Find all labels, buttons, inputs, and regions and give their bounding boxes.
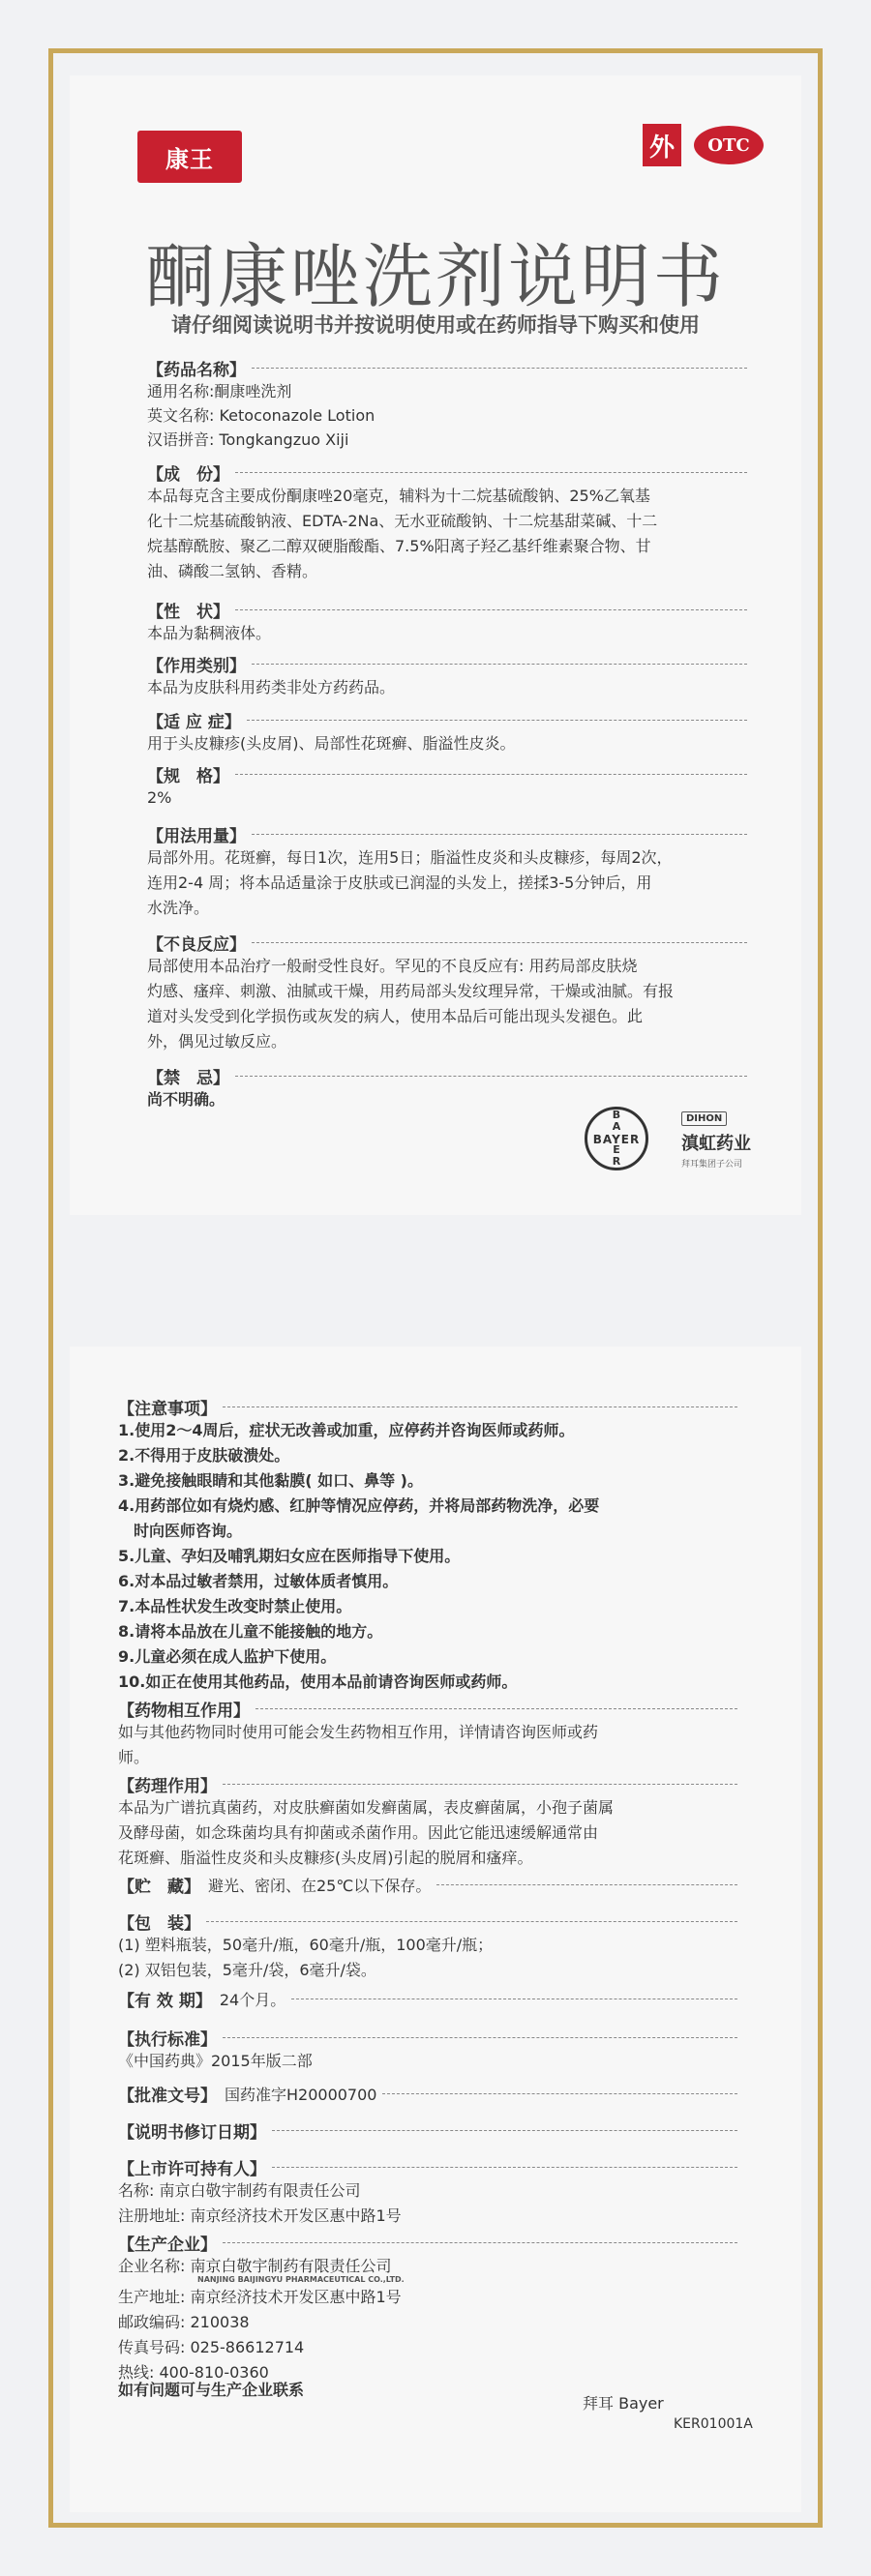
approval-text: 国药准字H20000700 [225,2085,377,2104]
adverse-line: 局部使用本品治疗一般耐受性良好。罕见的不良反应有: 用药局部皮肤烧 [147,957,638,975]
section-label: 【适 应 症】 [147,712,241,732]
dashed-rule [235,1076,747,1077]
precaution-item: 时向医师咨询。 [134,1522,243,1540]
precaution-item: 2.不得用于皮肤破溃处。 [118,1446,290,1465]
dashed-rule [235,609,747,610]
section-label: 【用法用量】 [147,826,246,846]
package-line: (1) 塑料瓶装，50毫升/瓶，60毫升/瓶，100毫升/瓶； [118,1936,494,1954]
section-composition [147,460,747,584]
contraindications-text: 尚不明确。 [147,1090,225,1109]
section-revision [118,2118,737,2142]
manufacturer-hotline: 热线: 400-810-0360 [118,2363,269,2382]
standard-text: 《中国药典》2015年版二部 [118,2052,313,2070]
otc-badge: OTC [694,126,764,164]
manufacturer-postcode: 邮政编码: 210038 [118,2313,250,2331]
section-label: 【作用类别】 [147,656,246,676]
mah-address: 注册地址: 南京经济技术开发区惠中路1号 [118,2206,402,2225]
adverse-line: 灼感、瘙痒、刺激、油腻或干燥，用药局部头发纹理异常，干燥或油腻。有报 [147,982,675,1000]
dashed-rule [272,2167,737,2168]
validity-text: 24个月。 [219,1990,286,2009]
section-indications [147,708,747,755]
section-label: 【禁 忌】 [147,1068,229,1088]
section-specification [147,762,747,810]
dihon-mark: DIHON [681,1111,727,1126]
dashed-rule [235,774,747,775]
dashed-rule [436,1884,737,1885]
page-title: 酮康唑洗剂说明书 [144,236,726,317]
leaflet-panel-front [70,75,801,1215]
section-properties [147,598,747,645]
precaution-item: 10.如正在使用其他药品，使用本品前请咨询医师或药师。 [118,1673,518,1691]
dashed-rule [223,1406,737,1407]
section-label: 【说明书修订日期】 [118,2122,266,2143]
composition-line: 化十二烷基硫酸钠液、EDTA-2Na、无水亚硫酸钠、十二烷基甜菜碱、十二 [147,512,658,530]
adverse-line: 道对头发受到化学损伤或灰发的病人，使用本品后可能出现头发褪色。此 [147,1007,644,1025]
section-approval [118,2082,737,2105]
dashed-rule [382,2093,737,2094]
section-mah [118,2155,737,2229]
usage-line: 局部外用。花斑癣，每日1次，连用5日；脂溢性皮炎和头皮糠疹，每周2次， [147,848,673,867]
bayer-logo-text: BAYER [592,1133,641,1146]
dihon-subsidiary: 拜耳集团子公司 [681,1160,743,1170]
dashed-rule [247,720,747,721]
package-line: (2) 双铝包装，5毫升/袋，6毫升/袋。 [118,1961,376,1979]
pharmacology-line: 花斑癣、脂溢性皮炎和头皮糠疹(头皮屑)引起的脱屑和瘙痒。 [118,1849,533,1867]
english-name: 英文名称: Ketoconazole Lotion [147,406,375,425]
section-label: 【药理作用】 [118,1776,217,1796]
page-subtitle: 请仔细阅读说明书并按说明使用或在药师指导下购买和使用 [171,313,700,337]
precaution-item: 9.儿童必须在成人监护下使用。 [118,1647,337,1666]
manufacturer-address: 生产地址: 南京经济技术开发区惠中路1号 [118,2288,402,2306]
dashed-rule [255,1708,737,1709]
section-label: 【生产企业】 [118,2235,217,2255]
brand-logo: 康王 [137,131,242,183]
precaution-item: 8.请将本品放在儿童不能接触的地方。 [118,1622,383,1641]
manufacturer-fax: 传真号码: 025-86612714 [118,2338,305,2356]
section-package [118,1910,737,1983]
manufacturer-name-en: NANJING BAIJINGYU PHARMACEUTICAL CO.,LTD. [197,2275,405,2284]
bayer-logo [585,1107,648,1170]
section-label: 【性 状】 [147,602,229,622]
precaution-item: 4.用药部位如有烧灼感、红肿等情况应停药，并将局部药物洗净，必要 [118,1496,600,1515]
dashed-rule [223,2037,737,2038]
section-label: 【贮 藏】 [118,1877,200,1897]
dashed-rule [252,834,747,835]
composition-line: 烷基醇酰胺、聚乙二醇双硬脂酸酯、7.5%阳离子羟乙基纤维素聚合物、甘 [147,537,651,555]
bayer-signature: 拜耳 Bayer [583,2394,664,2413]
usage-line: 连用2-4 周；将本品适量涂于皮肤或已润湿的头发上，搓揉3-5分钟后，用 [147,873,652,892]
section-drug-name [147,356,747,452]
section-label: 【上市许可持有人】 [118,2159,266,2179]
section-label: 【注意事项】 [118,1399,217,1419]
section-label: 【药品名称】 [147,360,246,380]
bayer-logo-vertical: B A E R [612,1109,621,1168]
section-label: 【不良反应】 [147,934,246,955]
dashed-rule [272,2130,737,2131]
section-usage [147,822,747,921]
mah-name: 名称: 南京白敬宇制药有限责任公司 [118,2181,361,2200]
pinyin-name: 汉语拼音: Tongkangzuo Xiji [147,430,349,449]
dashed-rule [235,472,747,473]
dashed-rule [252,368,747,369]
dashed-rule [252,942,747,943]
section-manufacturer [118,2231,737,2385]
section-precautions [118,1395,737,1695]
specification-text: 2% [147,788,172,807]
contact-note: 如有问题可与生产企业联系 [118,2381,305,2399]
precaution-item: 5.儿童、孕妇及哺乳期妇女应在医师指导下使用。 [118,1547,461,1565]
external-use-badge: 外 [643,124,681,166]
document-code: KER01001A [674,2416,753,2432]
precaution-item: 3.避免接触眼睛和其他黏膜( 如口、鼻等 )。 [118,1471,423,1490]
dihon-logo [681,1107,759,1170]
properties-text: 本品为黏稠液体。 [147,624,272,642]
section-label: 【成 份】 [147,464,229,485]
section-label: 【规 格】 [147,766,229,786]
section-storage [118,1873,737,1896]
indications-text: 用于头皮糠疹(头皮屑)、局部性花斑癣、脂溢性皮炎。 [147,734,516,753]
composition-line: 油、磷酸二氢钠、香精。 [147,562,318,580]
dashed-rule [252,664,747,665]
section-label: 【包 装】 [118,1913,200,1934]
storage-text: 避光、密闭、在25℃以下保存。 [208,1876,432,1895]
section-category [147,652,747,699]
usage-line: 水洗净。 [147,899,210,917]
section-adverse-reactions [147,931,747,1054]
dashed-rule [206,1921,737,1922]
precaution-item: 6.对本品过敏者禁用，过敏体质者慎用。 [118,1572,399,1590]
leaflet-panel-back [70,1347,801,2512]
interactions-line: 师。 [118,1748,150,1766]
category-text: 本品为皮肤科用药类非处方药药品。 [147,678,396,696]
precaution-item: 7.本品性状发生改变时禁止使用。 [118,1597,352,1615]
section-label: 【药物相互作用】 [118,1701,250,1721]
dashed-rule [223,2242,737,2243]
pharmacology-line: 及酵母菌，如念珠菌均具有抑菌或杀菌作用。因此它能迅速缓解通常由 [118,1823,599,1842]
section-label: 【批准文号】 [118,2086,217,2106]
section-standard [118,2026,737,2074]
section-validity [118,1987,737,2010]
section-interactions [118,1697,737,1770]
pharmacology-line: 本品为广谱抗真菌药，对皮肤癣菌如发癣菌属，表皮癣菌属，小孢子菌属 [118,1798,615,1817]
section-contraindications [147,1064,747,1111]
dashed-rule [223,1784,737,1785]
adverse-line: 外，偶见过敏反应。 [147,1032,287,1051]
interactions-line: 如与其他药物同时使用可能会发生药物相互作用，详情请咨询医师或药 [118,1723,599,1741]
section-label: 【执行标准】 [118,2029,217,2050]
dihon-name: 滇虹药业 [681,1134,751,1154]
section-label: 【有 效 期】 [118,1991,212,2011]
manufacturer-name: 企业名称: 南京白敬宇制药有限责任公司 [118,2257,392,2275]
generic-name: 通用名称:酮康唑洗剂 [147,382,292,400]
section-pharmacology [118,1772,737,1871]
precaution-item: 1.使用2～4周后，症状无改善或加重，应停药并咨询医师或药师。 [118,1421,575,1439]
composition-line: 本品每克含主要成份酮康唑20毫克，辅料为十二烷基硫酸钠、25%乙氧基 [147,487,650,505]
